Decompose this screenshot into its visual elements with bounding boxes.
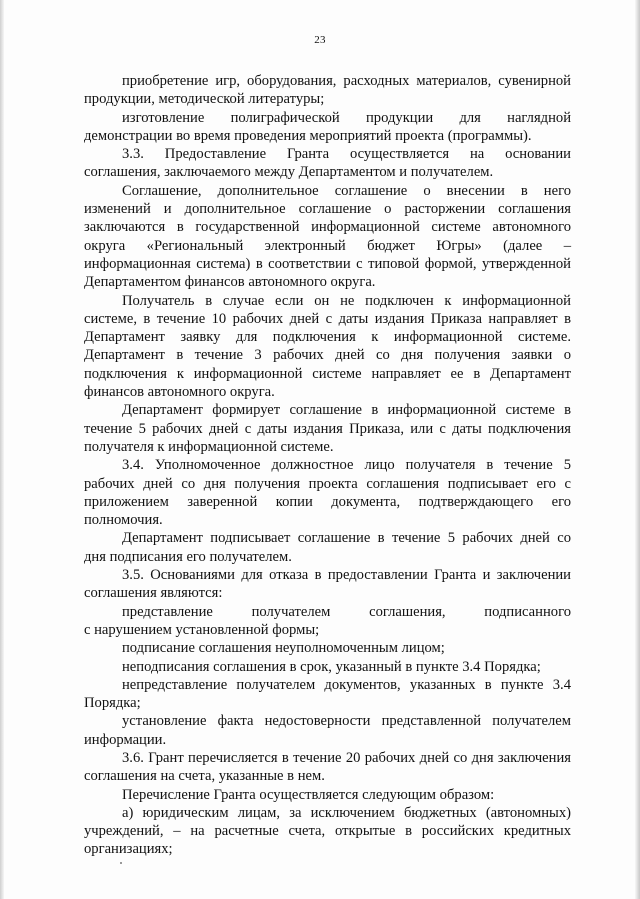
body-text bbox=[84, 72, 571, 859]
text-line: рабочих дней со дня получения проекта соглашения подписывает его с bbox=[84, 475, 571, 492]
text-line: Соглашение, дополнительное соглашение о внесении в него bbox=[122, 182, 571, 199]
text-line: системе, в течение 10 рабочих дней с даты издания Приказа направляет в bbox=[84, 310, 571, 327]
text-line: продукции, методической литературы; bbox=[84, 91, 325, 108]
text-line: 3.3. Предоставление Гранта осуществляется на основании bbox=[122, 146, 571, 163]
text-line: представление получателем соглашения, подписанного bbox=[122, 603, 571, 620]
text-line: Департамент в течение 3 рабочих дней со дня получения заявки о bbox=[84, 347, 571, 364]
text-line: полномочия. bbox=[84, 512, 163, 529]
text-line: приобретение игр, оборудования, расходных материалов, сувенирной bbox=[122, 73, 571, 89]
text-line: 3.5. Основаниями для отказа в предоставлении Гранта и заключении bbox=[122, 567, 571, 584]
text-line: Получатель в случае если он не подключен к информационной bbox=[122, 292, 571, 309]
text-line: изменений и дополнительное соглашение о расторжении соглашения bbox=[84, 201, 571, 218]
text-line: приложением заверенной копии документа, подтверждающего его bbox=[84, 493, 571, 510]
text-line: информационная система) в соответствии с типовой формой, утвержденной bbox=[84, 255, 571, 272]
text-line: изготовление полиграфической продукции для наглядной bbox=[122, 109, 571, 126]
text-line: информации. bbox=[84, 731, 167, 748]
page-number: 23 bbox=[314, 34, 326, 46]
text-line: соглашения являются: bbox=[84, 585, 223, 602]
text-line: дня подписания его получателем. bbox=[84, 548, 292, 565]
text-line: соглашения, заключаемого между Департаментом и получателем. bbox=[84, 164, 494, 181]
text-line: 3.6. Грант перечисляется в течение 20 рабочих дней со дня заключения bbox=[122, 749, 571, 766]
text-line: Перечисление Гранта осуществляется следующим образом: bbox=[122, 786, 495, 803]
text-line: соглашения на счета, указанные в нем. bbox=[84, 768, 325, 785]
text-line: Департамент формирует соглашение в информационной системе в bbox=[122, 402, 571, 419]
scan-edge-right bbox=[635, 0, 640, 899]
text-line: получателя к информационной системе. bbox=[84, 438, 334, 455]
text-line: установление факта недостоверности представленной получателем bbox=[122, 713, 571, 730]
text-line: подписание соглашения неуполномоченным лицом; bbox=[122, 640, 445, 657]
text-line: Департаментом финансов автономного округа. bbox=[84, 274, 376, 291]
text-line: с нарушением установленной формы; bbox=[84, 621, 320, 638]
text-line: Департамент заявку для подключения к информационной системе. bbox=[84, 329, 571, 346]
text-line: заключаются в государственной информационной системе автономного bbox=[84, 219, 571, 236]
text-line: демонстрации во время проведения мероприятий проекта (программы). bbox=[84, 127, 532, 144]
text-line: подключения к информационной системе направляет ее в Департамент bbox=[84, 365, 571, 382]
text-line: Департамент подписывает соглашение в течение 5 рабочих дней со bbox=[122, 530, 571, 547]
text-line: финансов автономного округа. bbox=[84, 384, 275, 401]
scan-speck bbox=[120, 862, 122, 864]
text-line: неподписания соглашения в срок, указанный в пункте 3.4 Порядка; bbox=[122, 658, 541, 675]
text-line: учреждений, – на расчетные счета, открытые в российских кредитных bbox=[84, 823, 571, 840]
text-line: Порядка; bbox=[84, 695, 141, 712]
text-line: а) юридическим лицам, за исключением бюджетных (автономных) bbox=[122, 804, 571, 821]
text-line: течение 5 рабочих дней с даты издания Приказа, или с даты подключения bbox=[84, 420, 571, 437]
text-line: организациях; bbox=[84, 841, 173, 858]
text-line: 3.4. Уполномоченное должностное лицо получателя в течение 5 bbox=[122, 457, 571, 474]
text-line: округа «Региональный электронный бюджет Югры» (далее – bbox=[84, 237, 571, 254]
text-line: непредставление получателем документов, указанных в пункте 3.4 bbox=[122, 676, 571, 693]
scan-edge-left bbox=[0, 0, 4, 899]
